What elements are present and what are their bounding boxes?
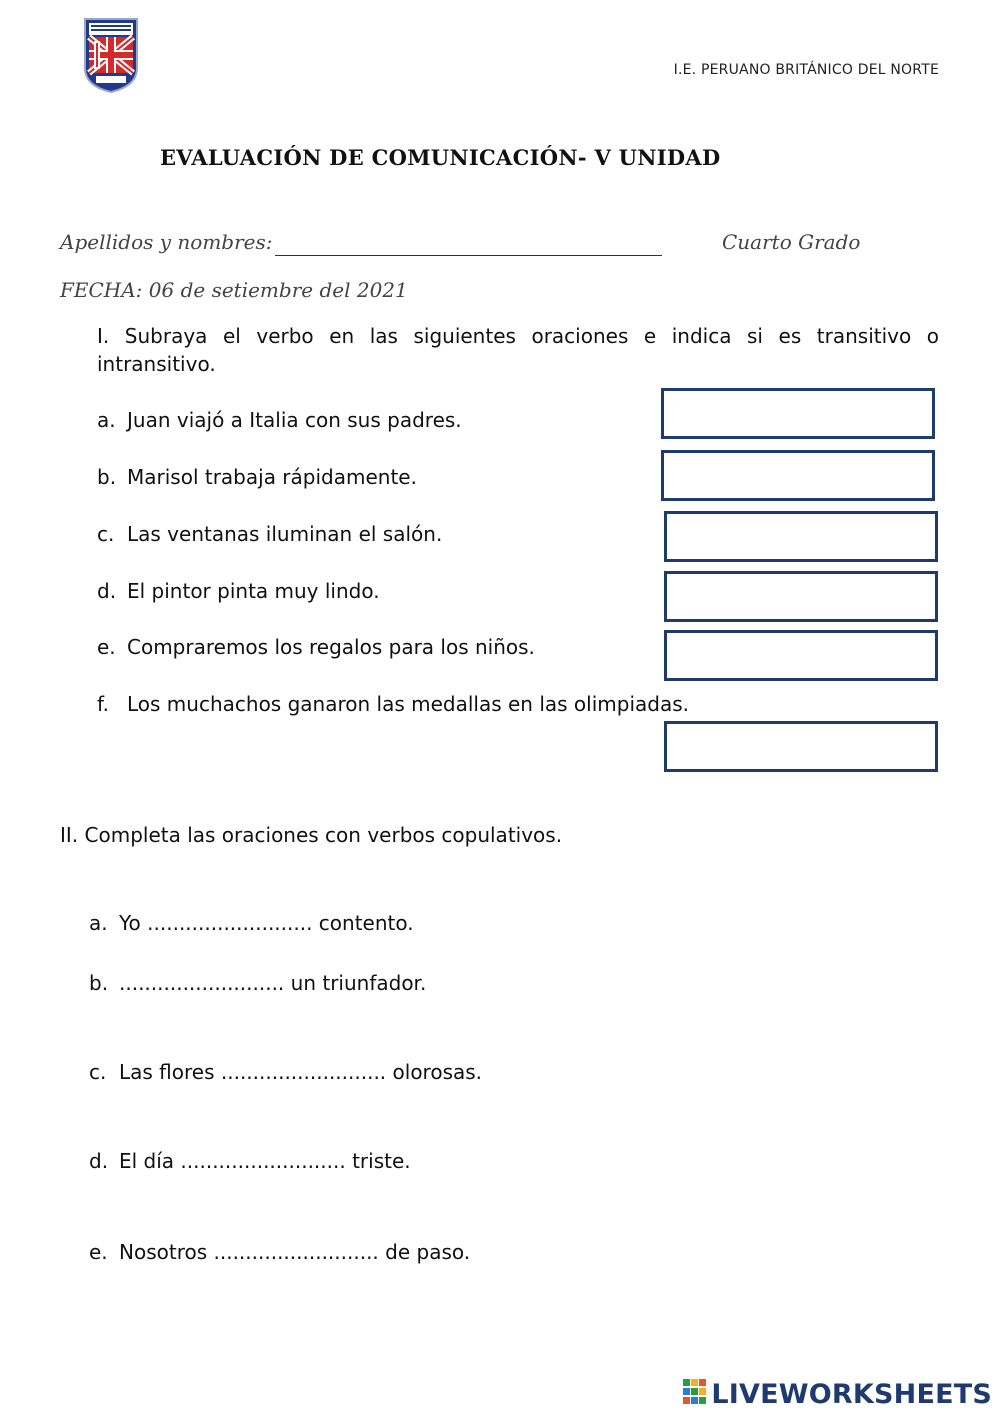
section1-item-c	[97, 522, 442, 546]
fill-blank-sentence[interactable]: .......................... un triunfador.	[119, 971, 427, 995]
section1-item-b	[97, 465, 417, 489]
item-text: Compraremos los regalos para los niños.	[127, 635, 535, 659]
item-letter: b.	[89, 971, 109, 995]
section2-item-a	[89, 911, 414, 935]
item-text: Juan viajó a Italia con sus padres.	[127, 408, 462, 432]
section2-item-d	[89, 1149, 411, 1173]
item-letter: c.	[89, 1060, 107, 1084]
item-text: Los muchachos ganaron las medallas en las olimpiadas.	[127, 692, 689, 716]
section1-item-d	[97, 579, 380, 603]
item-letter: d.	[89, 1149, 109, 1173]
item-letter: a.	[97, 408, 116, 432]
liveworksheets-brand	[683, 1376, 992, 1412]
item-letter: a.	[89, 911, 108, 935]
item-text: El pintor pinta muy lindo.	[127, 579, 380, 603]
item-text: Marisol trabaja rápidamente.	[127, 465, 417, 489]
date-label: FECHA: 06 de setiembre del 2021	[60, 278, 408, 302]
answer-box-e[interactable]	[664, 630, 938, 681]
answer-box-c[interactable]	[664, 511, 938, 562]
item-letter: e.	[97, 635, 116, 659]
answer-box-d[interactable]	[664, 571, 938, 622]
section1-item-a	[97, 408, 462, 432]
school-crest-logo	[82, 16, 140, 94]
item-letter: c.	[97, 522, 115, 546]
section2-item-c	[89, 1060, 482, 1084]
answer-box-b[interactable]	[661, 450, 935, 501]
section1-instruction: I. Subraya el verbo en las siguientes oraciones e indica si es transitivo o intransitivo.	[97, 324, 939, 376]
fill-blank-sentence[interactable]: Nosotros .......................... de paso.	[119, 1240, 471, 1264]
fill-blank-sentence[interactable]: Las flores .......................... olorosas.	[119, 1060, 483, 1084]
answer-box-f[interactable]	[664, 721, 938, 772]
name-input-line[interactable]	[275, 255, 662, 256]
grade-label: Cuarto Grado	[722, 230, 861, 254]
item-letter: e.	[89, 1240, 108, 1264]
section2-instruction: II. Completa las oraciones con verbos copulativos.	[60, 823, 563, 847]
item-letter: f.	[97, 692, 109, 716]
section2-item-e	[89, 1240, 470, 1264]
fill-blank-sentence[interactable]: El día .......................... triste.	[119, 1149, 411, 1173]
page-title: EVALUACIÓN DE COMUNICACIÓN- V UNIDAD	[160, 145, 721, 170]
school-name: I.E. PERUANO BRITÁNICO DEL NORTE	[673, 62, 939, 78]
section2-item-b	[89, 971, 426, 995]
item-text: Las ventanas iluminan el salón.	[127, 522, 443, 546]
fill-blank-sentence[interactable]: Yo .......................... contento.	[119, 911, 414, 935]
brand-name: LIVEWORKSHEETS	[711, 1378, 992, 1410]
section1-item-f	[97, 692, 689, 716]
item-letter: b.	[97, 465, 117, 489]
liveworksheets-logo-icon	[683, 1379, 707, 1409]
name-label: Apellidos y nombres:	[60, 230, 273, 254]
item-letter: d.	[97, 579, 117, 603]
answer-box-a[interactable]	[661, 388, 935, 439]
section1-item-e	[97, 635, 535, 659]
